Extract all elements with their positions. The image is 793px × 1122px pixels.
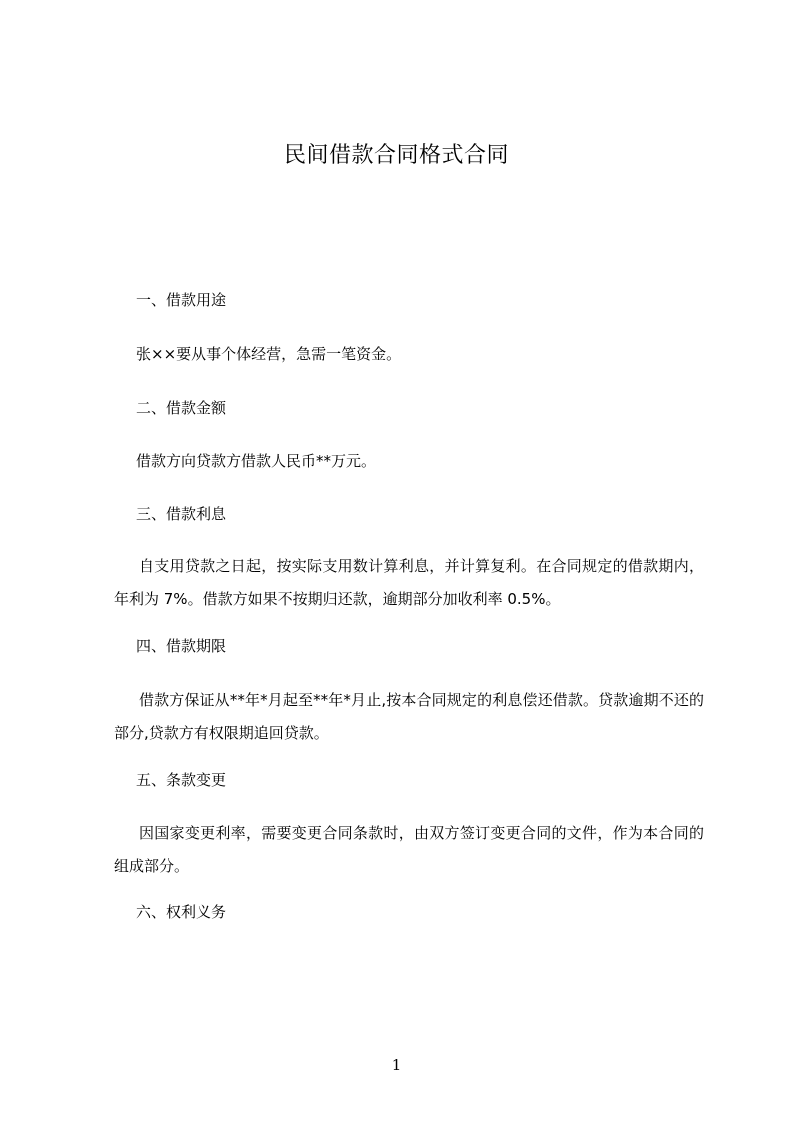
section-heading-interest: 三、借款利息 [136,505,227,523]
section-heading-rights: 六、权利义务 [136,903,227,921]
section-heading-amount: 二、借款金额 [136,399,227,417]
section-heading-purpose: 一、借款用途 [136,291,227,309]
section-body-amendment: 因国家变更利率，需要变更合同条款时，由双方签订变更合同的文件，作为本合同的组成部分。 [114,824,704,875]
section-body-purpose: 张××要从事个体经营，急需一笔资金。 [136,345,402,363]
section-body-term: 借款方保证从**年*月起至**年*月止,按本合同规定的利息偿还借款。贷款逾期不还的部分,贷款方有权限期追回贷款。 [114,691,704,742]
section-heading-term: 四、借款期限 [136,637,227,655]
section-heading-amendment: 五、条款变更 [136,771,227,789]
document-title: 民间借款合同格式合同 [283,143,509,168]
section-body-interest: 自支用贷款之日起，按实际支用数计算利息，并计算复利。在合同规定的借款期内，年利为 7%。借款方如果不按期归还款，逾期部分加收利率 0.5%。 [114,557,704,608]
page-number: 1 [391,1056,402,1074]
section-body-amount: 借款方向贷款方借款人民币**万元。 [136,452,377,470]
